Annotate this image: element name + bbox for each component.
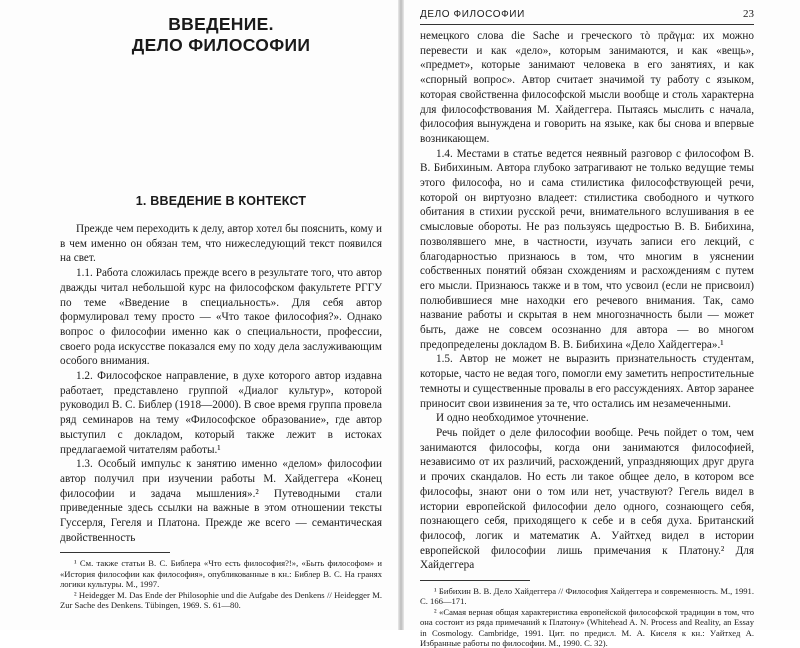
- footnote-divider: [420, 580, 530, 581]
- chapter-title-line1: ВВЕДЕНИЕ.: [168, 14, 274, 34]
- section-heading: 1. ВВЕДЕНИЕ В КОНТЕКСТ: [135, 194, 307, 208]
- running-head-title: ДЕЛО ФИЛОСОФИИ: [420, 9, 525, 20]
- left-page: [0, 0, 398, 630]
- left-page-text-block: [60, 0, 382, 611]
- footnote: ¹ См. также статьи В. С. Библера «Что есть философия?!», «Быть философом» и «История философии как философия», опубликованные в кн.: Библер В. С. На гранях логики культуры. М., 1997.: [60, 558, 382, 590]
- paragraph: 1.1. Работа сложилась прежде всего в результате того, что автор дважды читал небольшой курс на философском факультете РГГУ по теме «Введение в специальность». Для себя автор формулировал тему просто — «Что такое философия?». Однако вопрос о философии именно как о специальности, профессии, своего рода искусстве показался ему по ходу дела заслуживающим особого внимания.: [60, 267, 382, 368]
- chapter-title-line2: ДЕЛО ФИЛОСОФИИ: [131, 35, 311, 55]
- paragraph: Речь пойдет о деле философии вообще. Речь пойдет о том, чем занимаются философы, когда они занимаются философией, независимо от их различий, расхождений, упраздняющих друг друга и прочих скандалов. Но есть ли такое общее дело, в котором все философы, знают они о том или нет, участвуют? Гегель видел в истории европейской философии дело одного, сознающего себя, познающего себя, приходящего к себе и в себя духа. Британский философ, логик и математик А. Уайтхед видел в истории европейской философии лишь примечания к Платону.² Для Хайдеггера: [420, 426, 754, 572]
- running-head: [420, 8, 754, 25]
- footnote: ² «Самая верная общая характеристика европейской философской традиции в том, что она состоит из ряда примечаний к Платону» (Whitehead A. N. Process and Reality, an Essay in Cosmology. Cambridge, 1991. Цит. по предисл. М. А. Киселя к кн.: Уайтхед А. Избранные работы по философии. М., 1990. С. 32).: [420, 606, 754, 648]
- paragraph: 1.5. Автор не может не выразить признательность студентам, которые, часто не ведая того, помогли ему заметить непростительные темноты и существенные провалы в его рассуждениях. Автор заранее приносит свои извинения за те, что остались им незамеченными.: [420, 353, 754, 410]
- right-page-text-block: [420, 0, 754, 648]
- chapter-title: [60, 14, 382, 56]
- paragraph: Прежде чем переходить к делу, автор хотел бы пояснить, кому и в чем именно он обязан тем, что нижеследующий текст появился на свет.: [60, 223, 382, 265]
- paragraph: 1.3. Особый импульс к занятию именно «делом» философии автор получил при изучении работы М. Хайдеггера «Конец философии и задача мышления».² Путеводными стали приведенные здесь ссылки на важные в этом отношении тексты Гуссерля, Гегеля и Платона. Прежде же всего — семантическая двойственность: [60, 458, 382, 544]
- paragraph: немецкого слова die Sache и греческого τὸ πρᾶγμα: их можно перевести и как «дело», которым занимаются, и как «вещь», «предмет», которые занимают человека в его занятиях, и как «спорный вопрос». Автор считает значимой ту работу с языком, которая свойственна философской мысли вообще и столь характерна для философствования М. Хайдеггера. Пытаясь мыслить с начала, философия вынуждена и говорить на языке, как бы снова и впервые возникающем.: [420, 30, 754, 145]
- right-page-body: [420, 29, 754, 648]
- footnote: ¹ Бибихин В. В. Дело Хайдеггера // Философия Хайдеггера и современность. М., 1991. С. 166—171.: [420, 586, 754, 607]
- paragraph: 1.2. Философское направление, в духе которого автор издавна работает, представлено группой «Диалог культур», которой руководил В. С. Библер (1918—2000). В свое время группа провела ряд семинаров на тему «Философское образование», где автор выступил с докладом, который также лежит в истоках предлагаемой читателям работы.¹: [60, 370, 382, 456]
- paragraph: И одно необходимое уточнение.: [436, 412, 589, 425]
- page-number: 23: [743, 8, 754, 20]
- footnote: ² Heidegger M. Das Ende der Philosophie und die Aufgabe des Denkens // Heidegger M. Zur Sache des Denkens. Tübingen, 1969. S. 61—80.: [60, 589, 382, 611]
- footnote-divider: [60, 552, 170, 553]
- right-page: [404, 0, 800, 648]
- paragraph: 1.4. Местами в статье ведется неявный разговор с философом В. В. Бибихиным. Автора глубоко затрагивают не только ведущие темы этого философа, но и сама стилистика философствующей речи, которой он виртуозно владеет: стилистика свободного и чуткого обитания в стихии русской речи, внимательного вслушивания в ее смысловые обороты. Не раз пользуясь щедростью В. В. Бибихина, позволявшего мне, в частности, изучать записи его лекций, с благодарностью признаюсь в том, что многим в уяснении собственных понятий обязан схождениям и расхождениям с путем его мысли. Признаюсь также и в том, что усвоил (если не присвоил) полюбившиеся мне находки его речевого внимания. Так, само название работы и скрытая в нем многозначность были — может быть, даже не совсем осознанно для автора — во многом предопределены докладом В. В. Бибихина «Дело Хайдеггера».¹: [420, 147, 754, 351]
